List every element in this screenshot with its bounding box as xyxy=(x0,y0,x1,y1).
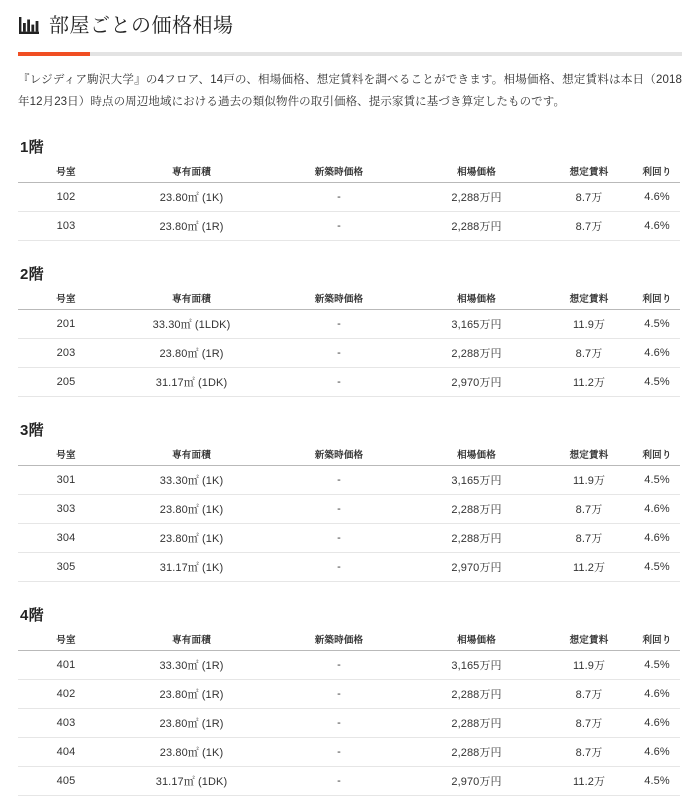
cell-rent: 8.7万 xyxy=(544,494,634,523)
cell-new-price: - xyxy=(269,523,409,552)
cell-room: 405 xyxy=(18,766,114,795)
column-header: 専有面積 xyxy=(114,291,269,310)
cell-market-price: 2,288万円 xyxy=(409,338,544,367)
price-table xyxy=(18,291,680,397)
table-row[interactable] xyxy=(18,182,680,211)
column-header: 相場価格 xyxy=(409,632,544,651)
cell-yield: 4.6% xyxy=(634,708,680,737)
table-row[interactable] xyxy=(18,211,680,240)
cell-yield: 4.5% xyxy=(634,766,680,795)
cell-rent: 11.9万 xyxy=(544,465,634,494)
floor-heading: 3階 xyxy=(20,421,44,439)
floors-container xyxy=(18,136,682,796)
cell-room: 103 xyxy=(18,211,114,240)
cell-market-price: 2,288万円 xyxy=(409,737,544,766)
table-header-row xyxy=(18,164,680,183)
cell-market-price: 2,970万円 xyxy=(409,766,544,795)
cell-yield: 4.6% xyxy=(634,182,680,211)
column-header: 利回り xyxy=(634,632,680,651)
cell-area: 23.80㎡ (1R) xyxy=(114,211,269,240)
cell-market-price: 2,970万円 xyxy=(409,552,544,581)
cell-room: 304 xyxy=(18,523,114,552)
cell-area: 31.17㎡ (1DK) xyxy=(114,367,269,396)
cell-new-price: - xyxy=(269,708,409,737)
cell-yield: 4.5% xyxy=(634,309,680,338)
cell-yield: 4.6% xyxy=(634,679,680,708)
cell-new-price: - xyxy=(269,679,409,708)
column-header: 新築時価格 xyxy=(269,447,409,466)
bar-chart-icon xyxy=(18,16,40,36)
cell-area: 31.17㎡ (1DK) xyxy=(114,766,269,795)
column-header: 想定賃料 xyxy=(544,632,634,651)
cell-rent: 8.7万 xyxy=(544,182,634,211)
table-row[interactable] xyxy=(18,523,680,552)
column-header: 専有面積 xyxy=(114,164,269,183)
cell-yield: 4.6% xyxy=(634,494,680,523)
cell-market-price: 3,165万円 xyxy=(409,650,544,679)
table-row[interactable] xyxy=(18,494,680,523)
cell-yield: 4.5% xyxy=(634,465,680,494)
cell-area: 33.30㎡ (1LDK) xyxy=(114,309,269,338)
column-header: 想定賃料 xyxy=(544,164,634,183)
column-header: 号室 xyxy=(18,632,114,651)
cell-room: 102 xyxy=(18,182,114,211)
cell-market-price: 3,165万円 xyxy=(409,309,544,338)
price-table xyxy=(18,164,680,241)
cell-rent: 11.2万 xyxy=(544,367,634,396)
cell-new-price: - xyxy=(269,465,409,494)
cell-room: 203 xyxy=(18,338,114,367)
cell-new-price: - xyxy=(269,650,409,679)
cell-market-price: 2,288万円 xyxy=(409,708,544,737)
column-header: 利回り xyxy=(634,447,680,466)
table-row[interactable] xyxy=(18,766,680,795)
column-header: 新築時価格 xyxy=(269,291,409,310)
cell-room: 201 xyxy=(18,309,114,338)
cell-new-price: - xyxy=(269,494,409,523)
cell-market-price: 2,288万円 xyxy=(409,494,544,523)
accent-divider xyxy=(18,52,682,56)
cell-new-price: - xyxy=(269,309,409,338)
floor-section xyxy=(18,136,682,241)
cell-market-price: 2,288万円 xyxy=(409,211,544,240)
table-row[interactable] xyxy=(18,650,680,679)
cell-area: 33.30㎡ (1K) xyxy=(114,465,269,494)
cell-new-price: - xyxy=(269,367,409,396)
cell-area: 23.80㎡ (1K) xyxy=(114,523,269,552)
floor-heading: 4階 xyxy=(20,606,44,624)
cell-rent: 8.7万 xyxy=(544,211,634,240)
cell-yield: 4.5% xyxy=(634,650,680,679)
cell-room: 205 xyxy=(18,367,114,396)
cell-room: 402 xyxy=(18,679,114,708)
floor-heading: 1階 xyxy=(20,138,44,156)
cell-area: 23.80㎡ (1K) xyxy=(114,494,269,523)
cell-yield: 4.6% xyxy=(634,211,680,240)
cell-area: 23.80㎡ (1K) xyxy=(114,737,269,766)
cell-market-price: 2,288万円 xyxy=(409,182,544,211)
column-header: 相場価格 xyxy=(409,447,544,466)
cell-area: 31.17㎡ (1K) xyxy=(114,552,269,581)
column-header: 利回り xyxy=(634,164,680,183)
cell-room: 403 xyxy=(18,708,114,737)
table-row[interactable] xyxy=(18,552,680,581)
table-row[interactable] xyxy=(18,737,680,766)
cell-yield: 4.5% xyxy=(634,552,680,581)
lead-paragraph: 『レジディア駒沢大学』の4フロア、14戸の、相場価格、想定賃料を調べることができます。相場価格、想定賃料は本日（2018年12月23日）時点の周辺地域における過去の類似物件の取引価格、提示家賃に基づき算定したものです。 xyxy=(18,74,682,109)
column-header: 新築時価格 xyxy=(269,632,409,651)
floor-section xyxy=(18,419,682,582)
cell-area: 23.80㎡ (1K) xyxy=(114,182,269,211)
cell-new-price: - xyxy=(269,211,409,240)
cell-new-price: - xyxy=(269,552,409,581)
cell-market-price: 2,970万円 xyxy=(409,367,544,396)
table-row[interactable] xyxy=(18,465,680,494)
page-header xyxy=(18,0,682,43)
column-header: 専有面積 xyxy=(114,447,269,466)
cell-rent: 8.7万 xyxy=(544,737,634,766)
cell-new-price: - xyxy=(269,182,409,211)
cell-rent: 8.7万 xyxy=(544,679,634,708)
cell-new-price: - xyxy=(269,338,409,367)
table-header-row xyxy=(18,291,680,310)
column-header: 利回り xyxy=(634,291,680,310)
cell-room: 301 xyxy=(18,465,114,494)
price-table xyxy=(18,632,680,796)
table-header-row xyxy=(18,632,680,651)
cell-yield: 4.6% xyxy=(634,737,680,766)
column-header: 想定賃料 xyxy=(544,291,634,310)
cell-room: 404 xyxy=(18,737,114,766)
cell-yield: 4.5% xyxy=(634,367,680,396)
cell-rent: 11.9万 xyxy=(544,309,634,338)
cell-market-price: 2,288万円 xyxy=(409,523,544,552)
floor-heading: 2階 xyxy=(20,265,44,283)
cell-new-price: - xyxy=(269,737,409,766)
column-header: 相場価格 xyxy=(409,291,544,310)
cell-market-price: 3,165万円 xyxy=(409,465,544,494)
cell-market-price: 2,288万円 xyxy=(409,679,544,708)
table-row[interactable] xyxy=(18,708,680,737)
cell-room: 401 xyxy=(18,650,114,679)
cell-rent: 8.7万 xyxy=(544,338,634,367)
cell-area: 23.80㎡ (1R) xyxy=(114,708,269,737)
cell-new-price: - xyxy=(269,766,409,795)
cell-rent: 8.7万 xyxy=(544,523,634,552)
cell-rent: 11.2万 xyxy=(544,552,634,581)
cell-yield: 4.6% xyxy=(634,523,680,552)
page-title: 部屋ごとの価格相場 xyxy=(49,15,234,37)
cell-area: 33.30㎡ (1R) xyxy=(114,650,269,679)
column-header: 新築時価格 xyxy=(269,164,409,183)
cell-yield: 4.6% xyxy=(634,338,680,367)
table-row[interactable] xyxy=(18,367,680,396)
column-header: 号室 xyxy=(18,164,114,183)
cell-room: 305 xyxy=(18,552,114,581)
cell-area: 23.80㎡ (1R) xyxy=(114,338,269,367)
column-header: 想定賃料 xyxy=(544,447,634,466)
table-row[interactable] xyxy=(18,679,680,708)
cell-room: 303 xyxy=(18,494,114,523)
table-header-row xyxy=(18,447,680,466)
column-header: 専有面積 xyxy=(114,632,269,651)
column-header: 相場価格 xyxy=(409,164,544,183)
column-header: 号室 xyxy=(18,291,114,310)
table-row[interactable] xyxy=(18,338,680,367)
cell-area: 23.80㎡ (1R) xyxy=(114,679,269,708)
column-header: 号室 xyxy=(18,447,114,466)
cell-rent: 8.7万 xyxy=(544,708,634,737)
table-row[interactable] xyxy=(18,309,680,338)
accent-divider-fill xyxy=(18,52,90,56)
price-table xyxy=(18,447,680,582)
cell-rent: 11.9万 xyxy=(544,650,634,679)
cell-rent: 11.2万 xyxy=(544,766,634,795)
floor-section xyxy=(18,263,682,397)
